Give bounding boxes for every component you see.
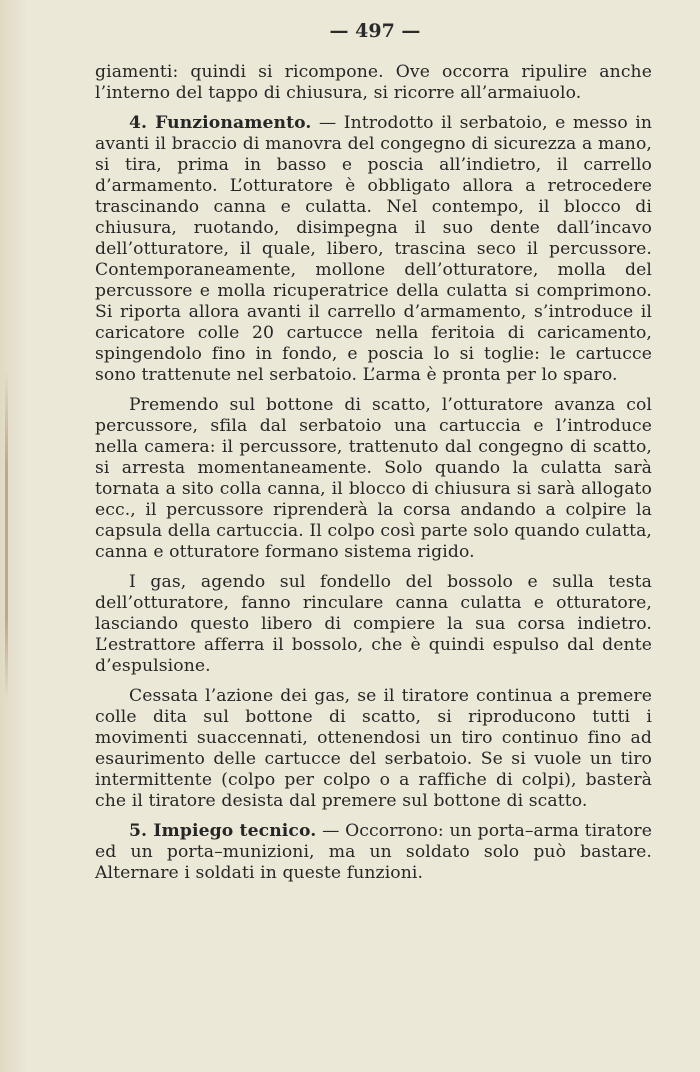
paragraph-cessata [95, 686, 652, 812]
paragraph-text: giamenti: quindi si ricompone. Ove occorra ripulire anche l’interno del tappo di chiusura, si ricorre all’armaiuolo. [95, 62, 652, 103]
body-text [95, 62, 652, 893]
page-edge-mark [5, 370, 8, 700]
section-heading: 5. Impiego tecnico. [129, 821, 317, 841]
paragraph-gas [95, 572, 652, 677]
paragraph-text: — Introdotto il serbatoio, e messo in avanti il braccio di manovra del congegno di sicurezza a mano, si tira, prima in basso e poscia all’indietro, il carrello d’armamento. L’otturatore è obbligato allora a retrocedere trascinando canna e culatta. Nel contempo, il blocco di chiusura, ruotando, disimpegna il suo dente dall’incavo dell’otturatore, il quale, libero, trascina seco il percussore. Contemporaneamente, mollone dell’otturatore, molla del percussore e molla ricuperatrice della culatta si comprimono. Si riporta allora avanti il carrello d’armamento, s’introduce il caricatore colle 20 cartucce nella feritoia di caricamento, spingendolo fino in fondo, e poscia lo si toglie: le cartucce sono trattenute nel serbatoio. L’arma è pronta per lo sparo. [95, 113, 652, 385]
paragraph-continuation [95, 62, 652, 104]
paragraph-funzionamento [95, 113, 652, 386]
paragraph-text: I gas, agendo sul fondello del bossolo e sulla testa dell’otturatore, fanno rinculare canna culatta e otturatore, lasciando questo libero di compiere la sua corsa indietro. L’estrattore afferra il bossolo, che è quindi espulso dal dente d’espulsione. [95, 572, 652, 676]
paragraph-impiego [95, 821, 652, 884]
paragraph-text: Cessata l’azione dei gas, se il tiratore continua a premere colle dita sul bottone di scatto, si riproducono tutti i movimenti suaccennati, ottenendosi un tiro continuo fino ad esaurimento delle cartucce del serbatoio. Se si vuole un tiro intermittente (colpo per colpo o a raffiche di colpi), basterà che il tiratore desista dal premere sul bottone di scatto. [95, 686, 652, 811]
paragraph-premendo [95, 395, 652, 563]
page-number: — 497 — [329, 20, 421, 42]
paragraph-text: Premendo sul bottone di scatto, l’otturatore avanza col percussore, sfila dal serbatoio una cartuccia e l’introduce nella camera: il percussore, trattenuto dal congegno di scatto, si arresta momentaneamente. Solo quando la culatta sarà tornata a sito colla canna, il blocco di chiusura si sarà allogato ecc., il percussore riprenderà la corsa andando a colpire la capsula della cartuccia. Il colpo così parte solo quando culatta, canna e otturatore formano sistema rigido. [95, 395, 652, 562]
paragraph-text: — Occorrono: un porta–arma tiratore ed un porta–munizioni, ma un soldato solo può bastare. Alternare i soldati in queste funzioni. [95, 821, 652, 883]
section-heading: 4. Funzionamento. [129, 113, 312, 133]
